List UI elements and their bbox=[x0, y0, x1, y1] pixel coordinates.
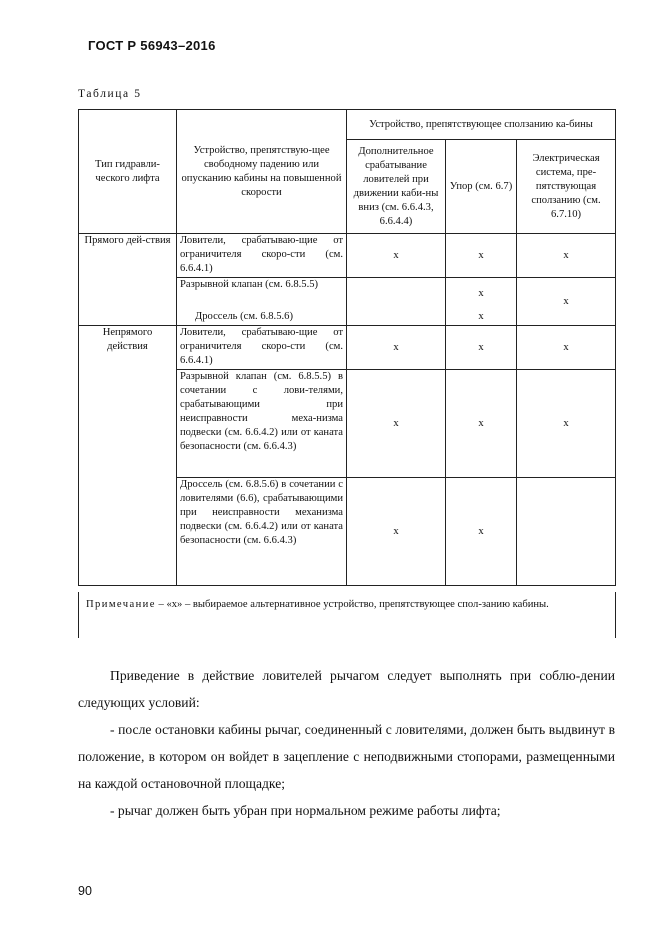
table-caption: Таблица 5 bbox=[78, 88, 142, 100]
cell-mark: х bbox=[517, 326, 616, 370]
body-text bbox=[78, 662, 615, 824]
cell-device: Ловители, срабатываю-щие от ограничителя скоро-сти (см. 6.6.4.1) bbox=[177, 326, 347, 370]
cell-mark: х bbox=[347, 234, 446, 278]
cell-mark: х bbox=[347, 370, 446, 478]
table-note bbox=[78, 597, 616, 613]
header-extra-safety: Дополнительное срабатывание ловителей при движении каби-ны вниз (см. 6.6.4.3, 6.6.4.4) bbox=[347, 140, 446, 234]
document-header: ГОСТ Р 56943–2016 bbox=[88, 38, 216, 53]
header-creep-group: Устройство, препятствующее сползанию ка-бины bbox=[347, 110, 616, 140]
header-electric-system: Электрическая система, пре-пятствующая сползанию (см. 6.7.10) bbox=[517, 140, 616, 234]
cell-mark: х bbox=[446, 326, 517, 370]
cell-mark: х bbox=[517, 234, 616, 278]
cell-mark bbox=[517, 478, 616, 586]
paragraph: - после остановки кабины рычаг, соединенный с ловителями, должен быть выдвинут в положение, в котором он войдет в зацепление с неподвижными стопорами, размещенными на каждой остановочной площадке; bbox=[78, 722, 615, 791]
cell-mark: х bbox=[347, 478, 446, 586]
cell-type: Непрямого действия bbox=[79, 326, 177, 586]
cell-mark: х bbox=[446, 478, 517, 586]
table-row bbox=[79, 234, 616, 278]
paragraph: Приведение в действие ловителей рычагом следует выполнять при соблю-дении следующих условий: bbox=[78, 668, 615, 710]
cell-device: Дроссель (см. 6.8.5.6) bbox=[177, 310, 347, 326]
paragraph: - рычаг должен быть убран при нормальном режиме работы лифта; bbox=[110, 803, 501, 818]
cell-mark: х bbox=[446, 278, 517, 310]
cell-device: Разрывной клапан (см. 6.8.5.5) в сочетании с лови-телями, срабатывающими при неисправности меха-низма подвески (см. 6.6.4.2) или от каната безопасности (см. 6.6.4.3) bbox=[177, 370, 347, 478]
cell-mark: х bbox=[446, 370, 517, 478]
cell-mark: х bbox=[347, 326, 446, 370]
note-label: Примечание bbox=[86, 599, 156, 610]
table-row bbox=[79, 326, 616, 370]
table-5 bbox=[78, 109, 616, 586]
cell-mark: х bbox=[446, 310, 517, 326]
page-number: 90 bbox=[78, 884, 92, 898]
cell-mark: х bbox=[517, 370, 616, 478]
cell-mark bbox=[347, 278, 446, 326]
header-stop: Упор (см. 6.7) bbox=[446, 140, 517, 234]
header-type: Тип гидравли-ческого лифта bbox=[79, 110, 177, 234]
note-text: – «х» – выбираемое альтернативное устройство, препятствующее спол-занию кабины. bbox=[155, 599, 549, 610]
cell-mark: х bbox=[517, 278, 616, 326]
cell-device: Разрывной клапан (см. 6.8.5.5) bbox=[177, 278, 347, 310]
header-fall-device: Устройство, препятствую-щее свободному падению или опусканию кабины на повышенной скорости bbox=[177, 110, 347, 234]
cell-device: Дроссель (см. 6.8.5.6) в сочетании с ловителями (6.6), срабатывающими при неисправности механизма подвески (см. 6.6.4.2) или от каната безопасности (см. 6.6.4.3) bbox=[177, 478, 347, 586]
cell-mark: х bbox=[446, 234, 517, 278]
cell-type: Прямого дей-ствия bbox=[79, 234, 177, 326]
cell-device: Ловители, срабатываю-щие от ограничителя скоро-сти (см. 6.6.4.1) bbox=[177, 234, 347, 278]
